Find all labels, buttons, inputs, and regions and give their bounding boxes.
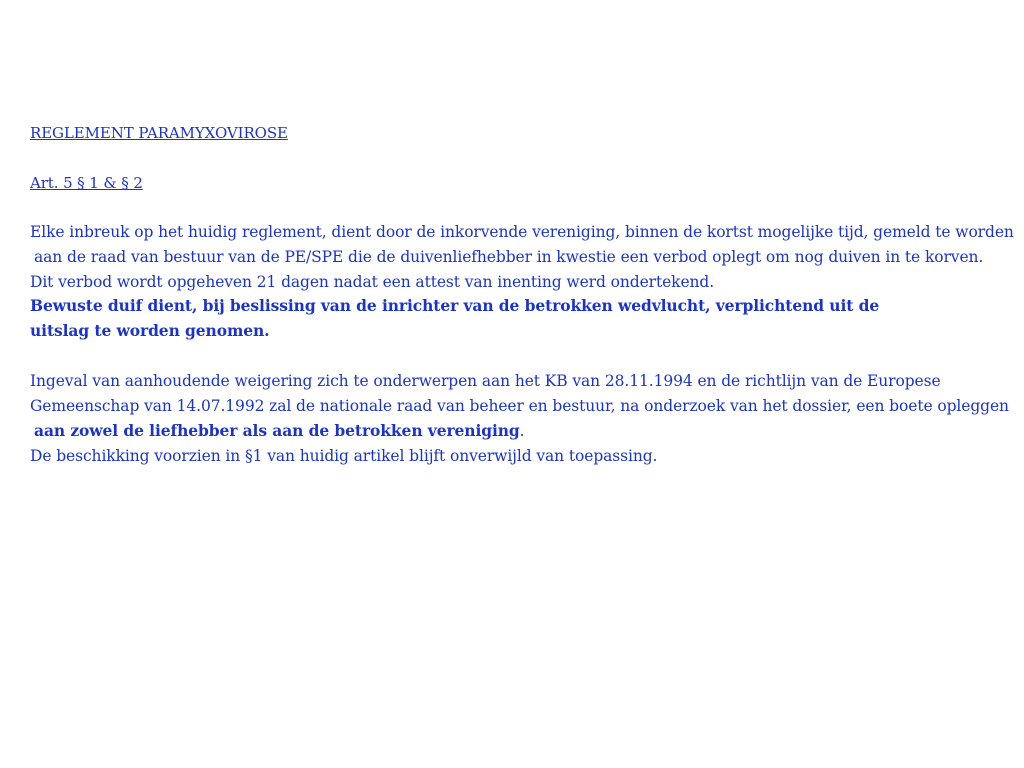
document-title: REGLEMENT PARAMYXOVIROSE	[30, 124, 288, 142]
paragraph1-bold-line1: Bewuste duif dient, bij beslissing van de inrichter van de betrokken wedvlucht, verplichtend uit de	[30, 296, 880, 315]
paragraph1-bold-line2: uitslag te worden genomen.	[30, 321, 270, 340]
paragraph1-line3: Dit verbod wordt opgeheven 21 dagen nadat een attest van inenting werd ondertekend.	[30, 273, 715, 291]
article-reference: Art. 5 § 1 & § 2	[30, 174, 143, 192]
paragraph2-line1: Ingeval van aanhoudende weigering zich te onderwerpen aan het KB van 28.11.1994 en de richtlijn van de Europese	[30, 372, 941, 390]
paragraph1-line1: Elke inbreuk op het huidig reglement, dient door de inkorvende vereniging, binnen de kortst mogelijke tijd, gemeld te worden	[30, 223, 1014, 241]
paragraph2-line3	[34, 421, 525, 441]
paragraph2-period: .	[519, 422, 525, 440]
paragraph2-line2: Gemeenschap van 14.07.1992 zal de nationale raad van beheer en bestuur, na onderzoek van het dossier, een boete opleggen	[30, 397, 1009, 415]
paragraph1-line2: aan de raad van bestuur van de PE/SPE die de duivenliefhebber in kwestie een verbod oplegt om nog duiven in te korven.	[34, 248, 984, 266]
paragraph2-bold-phrase: aan zowel de liefhebber als aan de betrokken vereniging	[34, 421, 520, 440]
paragraph2-line4: De beschikking voorzien in §1 van huidig artikel blijft onverwijld van toepassing.	[30, 447, 658, 465]
